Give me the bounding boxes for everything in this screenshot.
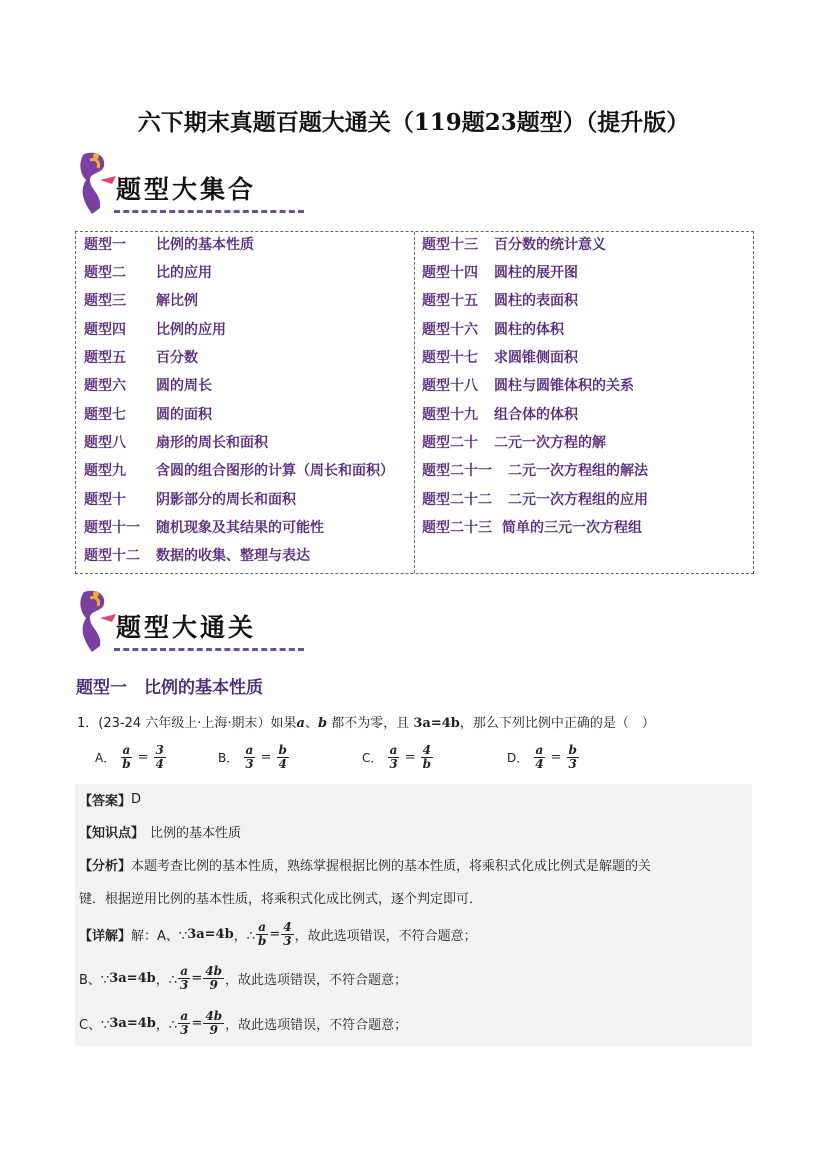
page-title: 六下期末真题百题大通关（119题23题型）（提升版） bbox=[137, 109, 690, 136]
topic-name: 圆柱的体积 bbox=[494, 322, 564, 338]
topic-num: 题型十六 bbox=[422, 322, 478, 338]
question-suffix: ，那么下列比例中正确的是（ ） bbox=[459, 716, 655, 731]
verdict: ，故此选项错误，不符合题意； bbox=[225, 1018, 408, 1033]
topic-item[interactable] bbox=[422, 262, 578, 282]
topic-list bbox=[75, 231, 754, 574]
knowledge-row bbox=[79, 822, 241, 841]
answer-label: 【答案】 bbox=[79, 794, 132, 809]
topic-name: 解比例 bbox=[156, 293, 198, 309]
analysis-row bbox=[79, 855, 651, 874]
fraction: $\frac{a}{3}$ bbox=[179, 964, 189, 992]
question-mid: 都不为零，且 bbox=[327, 716, 414, 731]
question-prefix: 1．(23-24 六年级上·上海·期末）如果 bbox=[77, 716, 297, 731]
topic-name: 二元一次方程组的应用 bbox=[508, 492, 648, 508]
topic-name: 比的应用 bbox=[156, 265, 212, 281]
fraction: $\frac{4}{3}$ bbox=[283, 920, 292, 948]
topic-num: 题型四 bbox=[84, 322, 126, 338]
topic-name: 比例的基本性质 bbox=[156, 237, 254, 253]
topic-item[interactable] bbox=[84, 319, 226, 339]
detail-prefix: 解：A、∵ bbox=[131, 929, 188, 944]
topic-num: 题型二 bbox=[84, 265, 126, 281]
detail-row-c bbox=[79, 1010, 407, 1037]
fraction: $\frac{a}{b}$ bbox=[122, 743, 131, 771]
topic-name: 扇形的周长和面积 bbox=[156, 435, 268, 451]
topic-item[interactable] bbox=[84, 234, 254, 254]
topic-name: 百分数 bbox=[156, 350, 198, 366]
topic-num: 题型二十三 bbox=[422, 520, 492, 536]
equals-sign: = bbox=[191, 971, 203, 986]
topic-item[interactable] bbox=[422, 432, 606, 452]
topic-item[interactable] bbox=[422, 489, 648, 509]
topic-num: 题型九 bbox=[84, 463, 126, 479]
topic-num: 题型十 bbox=[84, 492, 126, 508]
option-label: A． bbox=[95, 751, 116, 765]
topic-num: 题型十七 bbox=[422, 350, 478, 366]
fraction: $\frac{b}{3}$ bbox=[568, 743, 577, 771]
banner-label: 题型大通关 bbox=[116, 613, 257, 642]
topic-num: 题型二十 bbox=[422, 435, 478, 451]
option-label: C． bbox=[362, 751, 383, 765]
answer-panel bbox=[75, 784, 752, 1046]
topic-item[interactable] bbox=[84, 375, 212, 395]
topic-name: 圆柱与圆锥体积的关系 bbox=[494, 378, 634, 394]
var-b: b bbox=[317, 716, 328, 731]
topic-item[interactable] bbox=[422, 460, 648, 480]
fraction: $\frac{4b}{9}$ bbox=[205, 964, 222, 992]
topic-num: 题型二十一 bbox=[422, 463, 492, 479]
topic-item[interactable] bbox=[422, 319, 564, 339]
option-b[interactable] bbox=[218, 744, 290, 771]
topic-num: 题型十三 bbox=[422, 237, 478, 253]
equals-sign: = bbox=[260, 750, 272, 765]
topic-num: 题型十八 bbox=[422, 378, 478, 394]
topic-name: 随机现象及其结果的可能性 bbox=[156, 520, 324, 536]
fraction: $\frac{a}{b}$ bbox=[257, 920, 267, 948]
equals-sign: = bbox=[550, 750, 562, 765]
detail-prefix: C、∵ bbox=[79, 1018, 110, 1033]
topic-num: 题型十一 bbox=[84, 520, 140, 536]
equals-sign: = bbox=[191, 1016, 203, 1031]
therefore: ，∴ bbox=[233, 929, 255, 944]
banner-underline bbox=[114, 648, 304, 651]
topic-item[interactable] bbox=[84, 432, 268, 452]
section-heading: 题型一 比例的基本性质 bbox=[76, 678, 263, 698]
separator: 、 bbox=[304, 716, 318, 731]
equation: 3a=4b bbox=[109, 1016, 156, 1031]
topic-item[interactable] bbox=[84, 290, 198, 310]
section-banner-collection bbox=[76, 150, 306, 218]
analysis-label: 【分析】 bbox=[79, 859, 132, 874]
topic-name: 求圆锥侧面积 bbox=[494, 350, 578, 366]
topic-item[interactable] bbox=[84, 460, 394, 480]
column-divider bbox=[414, 232, 415, 573]
equals-sign: = bbox=[404, 750, 416, 765]
topic-name: 二元一次方程组的解法 bbox=[508, 463, 648, 479]
answer-row bbox=[79, 790, 141, 809]
var-a: a bbox=[296, 716, 305, 731]
option-d[interactable] bbox=[507, 744, 580, 771]
option-a[interactable] bbox=[95, 744, 167, 771]
equals-sign: = bbox=[269, 927, 281, 942]
topic-num: 题型十四 bbox=[422, 265, 478, 281]
topic-item[interactable] bbox=[422, 347, 578, 367]
topic-name: 组合体的体积 bbox=[494, 407, 578, 423]
fraction: $\frac{3}{4}$ bbox=[155, 743, 164, 771]
fraction: $\frac{4}{b}$ bbox=[422, 743, 432, 771]
topic-item[interactable] bbox=[422, 234, 606, 254]
knowledge-value: 比例的基本性质 bbox=[150, 826, 242, 841]
topic-num: 题型五 bbox=[84, 350, 126, 366]
topic-num: 题型十五 bbox=[422, 293, 478, 309]
fraction: $\frac{a}{3}$ bbox=[245, 743, 254, 771]
therefore: ，∴ bbox=[155, 973, 177, 988]
topic-name: 圆柱的表面积 bbox=[494, 293, 578, 309]
equation: 3a=4b bbox=[109, 971, 156, 986]
answer-value: D bbox=[131, 792, 142, 807]
fraction: $\frac{4b}{9}$ bbox=[205, 1009, 223, 1037]
question-stem bbox=[77, 712, 655, 731]
option-c[interactable] bbox=[362, 744, 434, 771]
equals-sign: = bbox=[137, 750, 149, 765]
topic-num: 题型一 bbox=[84, 237, 126, 253]
analysis-text: 键．根据逆用比例的基本性质，将乘积式化成比例式，逐个判定即可． bbox=[79, 892, 483, 907]
verdict: ，故此选项错误，不符合题意； bbox=[294, 929, 477, 944]
topic-item[interactable] bbox=[84, 517, 324, 537]
verdict: ，故此选项错误，不符合题意； bbox=[225, 973, 408, 988]
topic-item[interactable] bbox=[84, 404, 212, 424]
topic-item[interactable] bbox=[84, 262, 212, 282]
topic-num: 题型十九 bbox=[422, 407, 478, 423]
fraction: $\frac{a}{3}$ bbox=[389, 743, 398, 771]
topic-name: 二元一次方程的解 bbox=[494, 435, 606, 451]
equation: 3a=4b bbox=[413, 716, 460, 731]
banner-underline bbox=[114, 210, 304, 213]
topic-item[interactable] bbox=[84, 545, 310, 565]
topic-num: 题型六 bbox=[84, 378, 126, 394]
detail-row-b bbox=[79, 965, 407, 992]
topic-num: 题型七 bbox=[84, 407, 126, 423]
therefore: ，∴ bbox=[155, 1018, 178, 1033]
analysis-text: 本题考查比例的基本性质，熟练掌握根据比例的基本性质，将乘积式化成比例式是解题的关 bbox=[131, 859, 652, 874]
knowledge-label: 【知识点】 bbox=[79, 826, 145, 841]
topic-name: 百分数的统计意义 bbox=[494, 237, 606, 253]
topic-name: 圆的面积 bbox=[156, 407, 212, 423]
option-label: B． bbox=[218, 751, 239, 765]
topic-item[interactable] bbox=[422, 517, 642, 537]
topic-num: 题型三 bbox=[84, 293, 126, 309]
fraction: $\frac{b}{4}$ bbox=[278, 743, 287, 771]
detail-prefix: B、∵ bbox=[79, 973, 110, 988]
topic-name: 圆柱的展开图 bbox=[494, 265, 578, 281]
topic-num: 题型十二 bbox=[84, 548, 140, 564]
topic-item[interactable] bbox=[422, 290, 578, 310]
topic-item[interactable] bbox=[84, 489, 296, 509]
banner-label: 题型大集合 bbox=[116, 175, 257, 204]
topic-name: 阴影部分的周长和面积 bbox=[156, 492, 296, 508]
detail-row-a bbox=[79, 921, 477, 948]
analysis-row-2 bbox=[79, 888, 482, 907]
topic-item[interactable] bbox=[422, 375, 634, 395]
topic-name: 简单的三元一次方程组 bbox=[502, 520, 642, 536]
topic-name: 数据的收集、整理与表达 bbox=[156, 548, 310, 564]
option-label: D． bbox=[507, 751, 529, 765]
fraction: $\frac{a}{4}$ bbox=[535, 743, 544, 771]
topic-name: 比例的应用 bbox=[156, 322, 226, 338]
topic-name: 含圆的组合图形的计算（周长和面积） bbox=[156, 463, 394, 479]
topic-name: 圆的周长 bbox=[156, 378, 212, 394]
fraction: $\frac{a}{3}$ bbox=[180, 1009, 189, 1037]
equation: 3a=4b bbox=[187, 927, 234, 942]
topic-item[interactable] bbox=[422, 404, 578, 424]
topic-num: 题型八 bbox=[84, 435, 126, 451]
topic-num: 题型二十二 bbox=[422, 492, 492, 508]
detail-label: 【详解】 bbox=[79, 929, 132, 944]
topic-item[interactable] bbox=[84, 347, 198, 367]
section-banner-practice bbox=[76, 588, 306, 656]
